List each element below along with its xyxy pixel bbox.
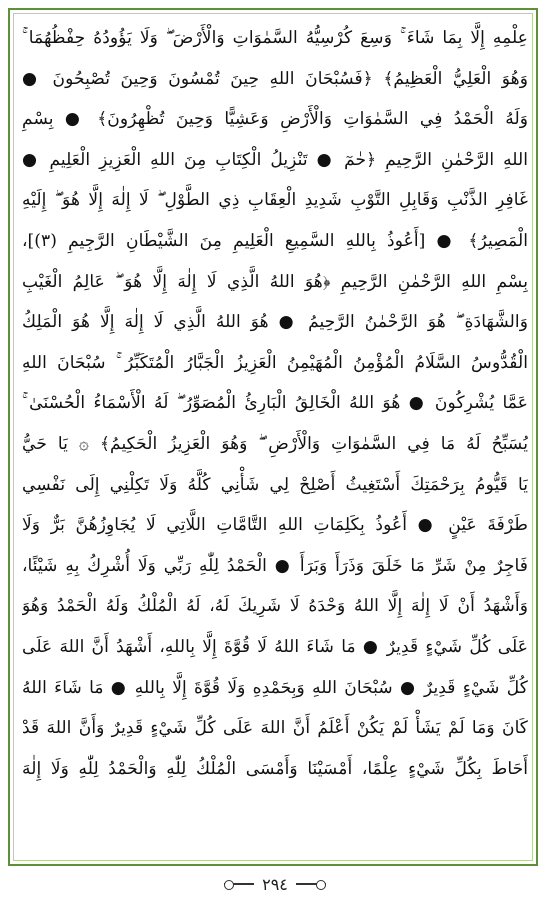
text-line: يُسَبِّحُ لَهُ مَا فِي السَّمٰوَاتِ وَالْأَرْضِ ۖ وَهُوَ الْعَزِيزُ الْحَكِيمُ﴾ ۞ يَا حَيُّ [22,433,528,454]
text-line: طَرْفَةَ عَيْنٍ ● أَعُوذُ بِكَلِمَاتِ اللهِ التَّامَّاتِ اللَّاتِي لَا يُجَاوِزُهُنَّ بَرٌّ وَلَا [22,515,528,536]
text-line: الْقُدُّوسُ السَّلَامُ الْمُؤْمِنُ الْمُهَيْمِنُ الْعَزِيزُ الْجَبَّارُ الْمُتَكَبِّرُ ۚ سُبْحَانَ اللهِ [22,352,528,373]
text-line: عَمَّا يُشْرِكُونَ ● هُوَ اللهُ الْخَالِقُ الْبَارِئُ الْمُصَوِّرُ ۖ لَهُ الْأَسْمَاءُ الْحُسْنَىٰ ۚ [22,393,528,414]
ornament-left-icon [224,879,254,889]
text-line: اللهِ الرَّحْمٰنِ الرَّحِيمِ ﴿حٰمٓ ● تَنْزِيلُ الْكِتَابِ مِنَ اللهِ الْعَزِيزِ الْعَلِيمِ ● [22,149,528,170]
body-text [22,18,528,789]
text-line: الْمَصِيرُ﴾ ● [أَعُوذُ بِاللهِ السَّمِيعِ الْعَلِيمِ مِنَ الشَّيْطَانِ الرَّجِيمِ (٣)]، [22,230,528,251]
page-number: ٢٩٤ [262,874,288,894]
text-line: عَلَى كُلِّ شَيْءٍ قَدِيرٌ ● مَا شَاءَ اللهُ لَا قُوَّةَ إِلَّا بِاللهِ، أَشْهَدُ أَنَّ اللهَ عَلَى [22,636,528,657]
text-line: يَا قَيُّومُ بِرَحْمَتِكَ أَسْتَغِيثُ أَصْلِحْ لِي شَأْنِي كُلَّهُ وَلَا تَكِلْنِي إِلَى نَفْسِي [22,474,528,495]
text-line: أَحَاطَ بِكُلِّ شَيْءٍ عِلْمًا، أَمْسَيْنَا وَأَمْسَى الْمُلْكُ لِلّٰهِ وَالْحَمْدُ لِلّٰهِ وَلَا إِلٰهَ [22,758,528,779]
text-line: فَاجِرٌ مِنْ شَرِّ مَا خَلَقَ وَذَرَأَ وَبَرَأَ ● الْحَمْدُ لِلّٰهِ رَبِّي وَلَا أُشْرِكُ بِهِ شَيْئًا، [22,555,528,576]
ornament-right-icon [296,879,326,889]
text-line: وَالشَّهَادَةِ ۖ هُوَ الرَّحْمٰنُ الرَّحِيمُ ● هُوَ اللهُ الَّذِي لَا إِلٰهَ إِلَّا هُوَ الْمَلِكُ [22,312,528,333]
text-line: كُلِّ شَيْءٍ قَدِيرٌ ● سُبْحَانَ اللهِ وَبِحَمْدِهِ وَلَا قُوَّةَ إِلَّا بِاللهِ ● مَا شَاءَ اللهُ [22,677,528,698]
text-line: وَهُوَ الْعَلِيُّ الْعَظِيمُ﴾ ﴿فَسُبْحَانَ اللهِ حِينَ تُمْسُونَ وَحِينَ تُصْبِحُونَ ● [22,68,528,89]
text-line: عِلْمِهِ إِلَّا بِمَا شَاءَ ۚ وَسِعَ كُرْسِيُّهُ السَّمٰوَاتِ وَالْأَرْضَ ۖ وَلَا يَؤُودُهُ حِفْظُهُمَا ۚ [22,28,528,48]
text-line: بِسْمِ اللهِ الرَّحْمٰنِ الرَّحِيمِ ﴿هُوَ اللهُ الَّذِي لَا إِلٰهَ إِلَّا هُوَ ۖ عَالِمُ الْغَيْبِ [22,271,528,292]
text-line: وَلَهُ الْحَمْدُ فِي السَّمٰوَاتِ وَالْأَرْضِ وَعَشِيًّا وَحِينَ تُظْهِرُونَ﴾ ● بِسْمِ [22,109,528,130]
text-line: كَانَ وَمَا لَمْ يَشَأْ لَمْ يَكُنْ أَعْلَمُ أَنَّ اللهَ عَلَى كُلِّ شَيْءٍ قَدِيرٌ وَأَنَّ اللهَ قَدْ [22,718,528,739]
text-line: وَأَشْهَدُ أَنْ لَا إِلٰهَ إِلَّا اللهُ وَحْدَهُ لَا شَرِيكَ لَهُ، لَهُ الْمُلْكُ وَلَهُ الْحَمْدُ وَهُوَ [22,596,528,617]
page-footer [0,870,550,898]
text-line: غَافِرِ الذَّنْبِ وَقَابِلِ التَّوْبِ شَدِيدِ الْعِقَابِ ذِي الطَّوْلِ ۖ لَا إِلٰهَ إِلَّا هُوَ ۖ إِلَيْهِ [22,190,528,211]
